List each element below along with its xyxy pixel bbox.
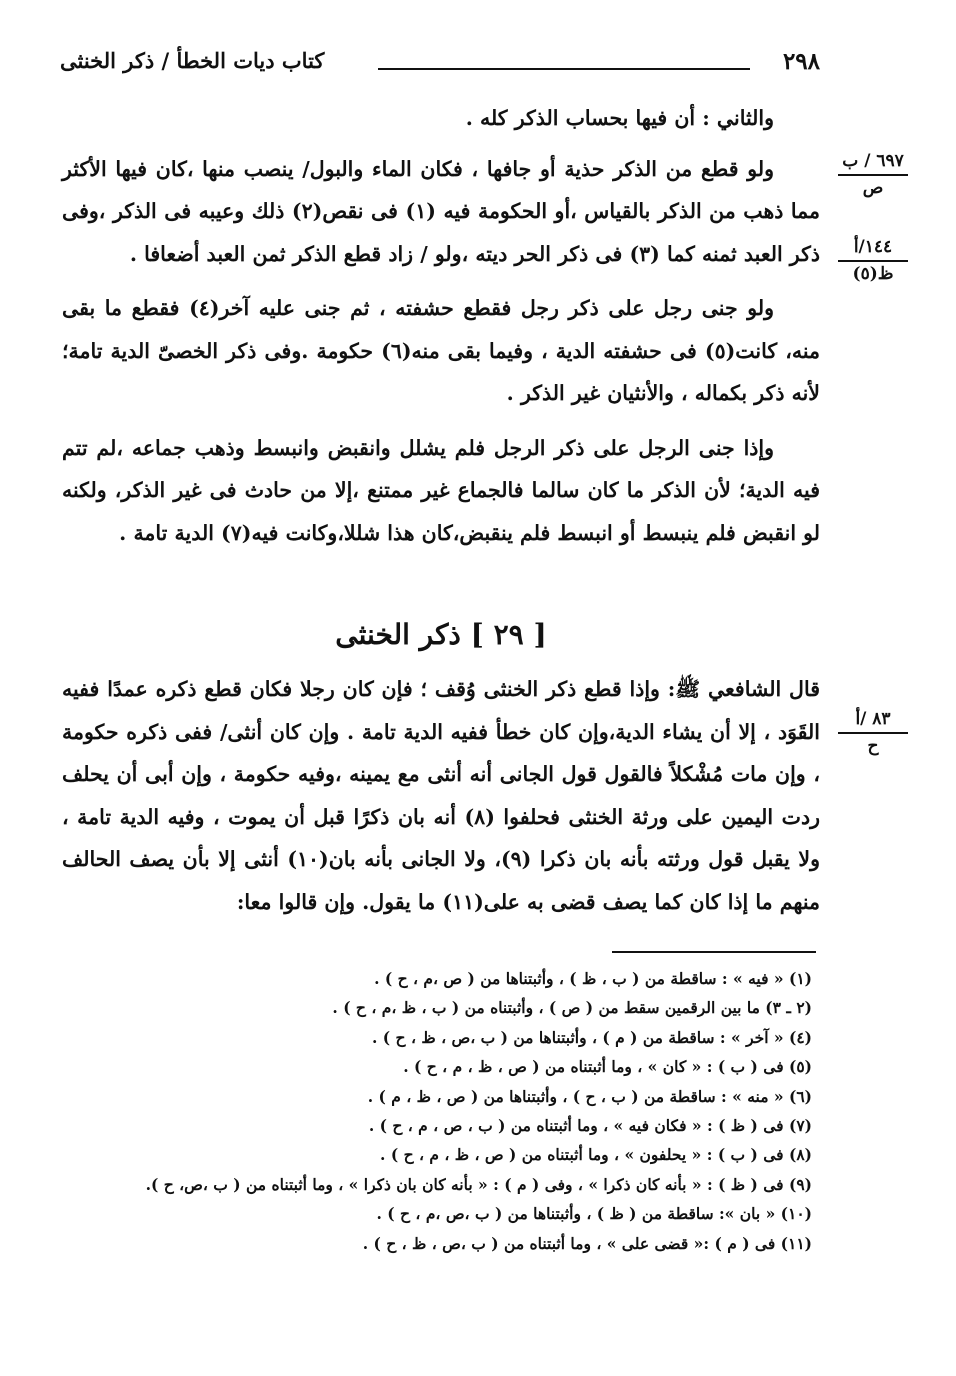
paragraph: ولو جنى رجل على ذكر رجل فقطع حشفته ، ثم جنى عليه آخر(٤) فقطع ما بقى منه، كانت(٥) فى حشفته الدية ، وفيما بقى منه(٦) حكومة .وفى ذكر الخصىّ الدية تامة؛ لأنه ذكر بكماله ، والأنثيان غير الذكر .	[62, 296, 820, 405]
footnote: (٤) « آخر » : ساقطة من ( م ) ، وأثبتناها من ( ب ،ص ، ظ ، ح ) .	[372, 1027, 812, 1047]
section-heading: [ ٢٩ ] ذكر الخنثى	[335, 618, 547, 651]
page-header	[60, 48, 820, 88]
footnote: (٢ ـ ٣) ما بين الرقمين سقط من ( ص ) ، وأثبتناه من ( ب ، ظ ،م ، ح ) .	[332, 998, 812, 1018]
footnote-divider	[612, 951, 816, 953]
margin-note-2	[838, 236, 908, 286]
header-rule	[378, 68, 750, 70]
footnote: (٧) فى ( ظ ) : « فكان فيه » ، وما أثبتناه من ( ب ، ص ، م ، ح ) .	[368, 1116, 812, 1136]
footnotes	[92, 964, 812, 1258]
footnote: (٥) فى ( ب ) : « كان » ، وما أثبتناه من ( ص ، ظ ، م ، ح ) .	[403, 1057, 812, 1077]
footnote: (١٠) « بان »: ساقطة من ( ظ ) ، وأثبتناها من ( ب ،ص ،م ، ح ) .	[376, 1204, 812, 1224]
paragraph: وإذا جنى الرجل على ذكر الرجل فلم يشلل وانقبض وانبسط وذهب جماعه ،لم تتم فيه الدية؛ لأن الذكر ما كان سالما فالجماع غير ممتنع ،إلا من حادث فى غير الذكر، ولكنه لو انقبض فلم ينبسط أو انبسط فلم ينقبض،كان هذا شللا،وكانت فيه(٧) الدية تامة .	[62, 435, 820, 545]
running-title: كتاب ديات الخطأ / ذكر الخنثى	[60, 48, 325, 73]
footnote: (٨) فى ( ب ) : « يحلفون » ، وما أثبتناه من ( ص ، ظ ، م ، ح ) .	[380, 1145, 812, 1165]
section-text	[62, 668, 820, 923]
page-number: ٢٩٨	[782, 48, 820, 75]
footnote: (١١) فى ( م ) :« قضى على » ، وما أثبتناه من ( ب ،ص ، ظ ، ح ) .	[362, 1233, 812, 1253]
margin-note-1	[838, 150, 908, 200]
margin-note-bottom: ح	[867, 736, 879, 756]
paragraph: قال الشافعي ﷺ: وإذا قطع ذكر الخنثى وُقف ؛ فإن كان رجلا فكان قطع ذكره عمدًا ففيه القَوَد ، إلا أن يشاء الدية،وإن كان خطأ ففيه الدية تامة . وإن كان أنثى/ ففى ذكره حكومة ، وإن مات مُشْكلاً فالقول قول الجانى أنه أنثى مع يمينه ،وفيه حكومة ، وإن أبى أن يحلف ردت اليمين على ورثة الخنثى فحلفوا (٨) أنه بان ذكرًا قبل أن يموت ، وفيه الدية تامة ، ولا يقبل قول ورثته بأنه بان ذكرا (٩)، ولا الجانى بأنه بان(١٠) أنثى إلا بأن يصف الحالف منهم ما إذا كان كما يصف قضى به على(١١) ما يقول. وإن قالوا معا:	[62, 677, 820, 914]
margin-note-bottom: ص	[862, 178, 884, 198]
margin-note-bottom: ظ(٥)	[852, 264, 894, 284]
footnote: (٩) فى ( ظ ) : « بأنه كان ذكرا » ، وفى ( م ) : « بأنه كان بان ذكرا » ، وما أثبتناه من ( ب ،ص، ح ).	[145, 1174, 812, 1194]
paragraph: ولو قطع من الذكر حذية أو جافها ، فكان الماء والبول/ ينصب منها ،كان فيها الأكثر مما ذهب من الذكر بالقياس ،أو الحكومة فيه (١) فى نقص(٢) ذلك وعيبه فى الذكر ،وفى ذكر العبد ثمنه كما (٣) فى ذكر الحر ديته ،ولو / زاد قطع الذكر ثمن العبد أضعافا .	[62, 156, 820, 266]
margin-note-top: ٨٣ /أ	[838, 708, 908, 734]
main-text	[62, 97, 820, 554]
footnote: (١) « فيه » : ساقطة من ( ب ، ظ ) ، وأثبتناها من ( ص ،م ، ح ) .	[374, 969, 812, 988]
footnote: (٦) « منه » : ساقطة من ( ب ، ح ) ، وأثبتناها من ( ص ، ظ ، م ) .	[367, 1086, 812, 1106]
paragraph: والثاني : أن فيها بحساب الذكر كله .	[465, 106, 774, 130]
margin-note-3	[838, 708, 908, 758]
margin-note-top: ٦٩٧ / ب	[838, 150, 908, 176]
margin-note-top: ١٤٤/أ	[838, 236, 908, 262]
